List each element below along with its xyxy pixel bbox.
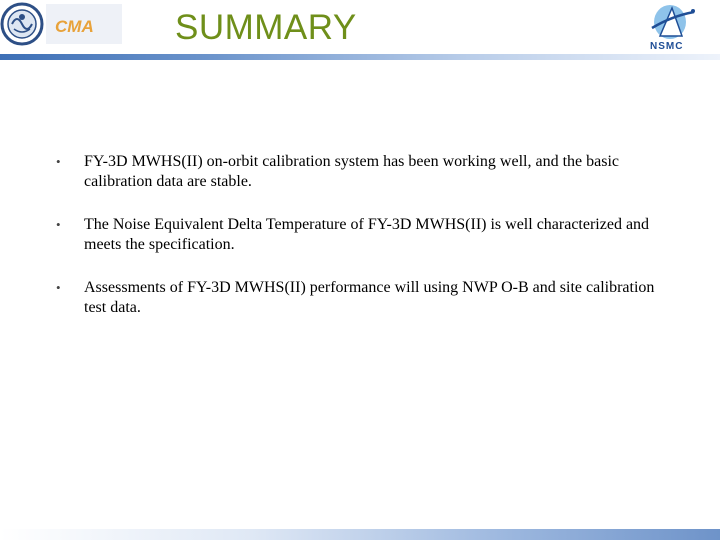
page-title: SUMMARY [175,8,357,47]
cma-logo-text: CMA [55,17,94,36]
nsmc-logo [644,2,700,52]
bullet-dot-icon: • [56,154,61,169]
cma-logo [0,2,122,46]
bullet-dot-icon: • [56,280,61,295]
bullet-text: The Noise Equivalent Delta Temperature of FY-3D MWHS(II) is well characterized and meets the specification. [84,216,650,253]
slide-header [0,0,720,58]
bullet-text: Assessments of FY-3D MWHS(II) performance will using NWP O-B and site calibration test data. [84,279,655,316]
header-divider-bar [0,54,720,60]
bullet-item-3 [56,278,656,318]
footer-divider-bar [0,529,720,540]
nsmc-logo-text: NSMC [650,41,684,52]
bullet-text: FY-3D MWHS(II) on-orbit calibration system has been working well, and the basic calibration data are stable. [84,153,619,190]
summary-bullet-list [56,152,656,341]
bullet-item-2 [56,215,656,255]
bullet-item-1 [56,152,656,192]
bullet-dot-icon: • [56,217,61,232]
